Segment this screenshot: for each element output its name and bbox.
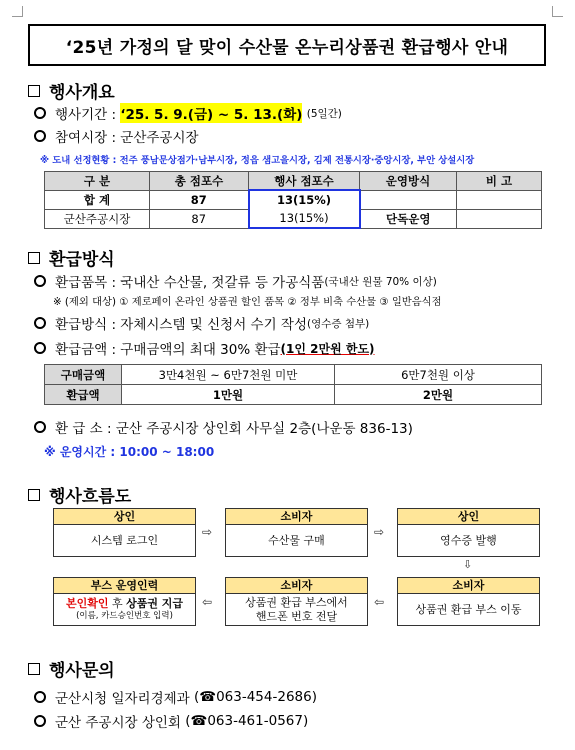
table-cell — [457, 209, 542, 228]
market-line — [34, 126, 199, 146]
method-line — [34, 313, 369, 333]
flow-step-consumer-phone — [225, 577, 368, 626]
exclusion-note: ※ (제외 대상) ① 제로페이 온라인 상품권 할인 품목 ② 정부 비축 수산물 ③ 일반음식점 — [53, 296, 442, 308]
left-arrow-icon: ⇦ — [374, 595, 385, 609]
section-heading: 행사문의 — [49, 661, 115, 681]
period-line — [34, 103, 342, 123]
right-arrow-icon: ⇨ — [202, 525, 213, 539]
section-overview — [28, 78, 115, 103]
left-arrow-icon: ⇦ — [202, 595, 213, 609]
flow-step-body: 영수증 발행 — [440, 534, 497, 547]
flow-text: 후 — [108, 597, 127, 610]
voucher-issue-text: 상품권 지급 — [126, 597, 184, 610]
table-row — [45, 190, 542, 209]
period-label: 행사기간 : — [55, 107, 117, 123]
table-cell: 3만4천원 ~ 6만7천원 미만 — [122, 365, 335, 385]
flow-step-merchant-login — [53, 508, 196, 557]
square-bullet-icon — [28, 252, 40, 264]
hours-note: ※ 운영시간 : 10:00 ~ 18:00 — [44, 445, 215, 459]
region-note: ※ 도내 선정현황 : 전주 풍남문상점가·남부시장, 정읍 샘고을시장, 김제 전통시장·중앙시장, 부안 상설시장 — [40, 155, 475, 166]
inquiry-name: 군산시청 일자리경제과 — [55, 691, 190, 707]
input-note: (이름, 카드승인번호 입력) — [76, 611, 173, 621]
items-note: (국내산 원물 70% 이상) — [324, 275, 437, 288]
inquiry-line — [34, 711, 308, 731]
flow-step-body — [226, 594, 367, 626]
flow-step-receipt — [397, 508, 540, 557]
section-heading: 행사흐름도 — [49, 487, 132, 507]
inquiry-name: 군산 주공시장 상인회 — [55, 715, 181, 731]
down-arrow-icon: ⇩ — [463, 558, 473, 571]
table-cell: 합 계 — [45, 190, 150, 209]
page-corner-mark — [12, 6, 23, 17]
flow-step-header: 소비자 — [226, 509, 367, 525]
period-note: (5일간) — [306, 107, 342, 120]
page-corner-mark — [552, 6, 563, 17]
title-box — [28, 24, 546, 66]
section-flow — [28, 482, 131, 507]
flow-step-body — [54, 594, 195, 626]
table-row — [45, 385, 542, 405]
flow-step-header: 소비자 — [226, 578, 367, 594]
location-text: 환 급 소 : 군산 주공시장 상인회 사무실 2층(나운동 836-13) — [55, 421, 413, 437]
method-label: 환급방식 : 자체시스템 및 신청서 수기 작성 — [55, 317, 307, 333]
table-cell: 6만7천원 이상 — [335, 365, 542, 385]
table-header-cell: 행사 점포수 — [249, 172, 360, 191]
flow-step-header: 상인 — [54, 509, 195, 525]
table-cell: 1만원 — [122, 385, 335, 405]
table-header-cell: 총 점포수 — [150, 172, 249, 191]
circle-bullet-icon — [34, 691, 46, 703]
table-cell: 87 — [150, 190, 249, 209]
table-header-cell: 비 고 — [457, 172, 542, 191]
flow-step-body: 상품권 환급 부스 이동 — [415, 603, 522, 616]
flow-step-body: 수산물 구매 — [268, 534, 325, 547]
table-header-row — [45, 172, 542, 191]
table-header-cell: 구 분 — [45, 172, 150, 191]
table-cell-highlight: 13(15%) — [249, 209, 360, 228]
table-cell-highlight: 13(15%) — [249, 190, 360, 209]
circle-bullet-icon — [34, 317, 46, 329]
inquiry-line — [34, 687, 317, 707]
refund-table — [44, 364, 542, 405]
square-bullet-icon — [28, 663, 40, 675]
table-row — [45, 209, 542, 228]
market-label: 참여시장 : 군산주공시장 — [55, 130, 199, 146]
inquiry-phone: (☎063-454-2686) — [194, 689, 317, 705]
table-row — [45, 365, 542, 385]
flow-text: 핸드폰 번호 전달 — [255, 610, 338, 623]
circle-bullet-icon — [34, 107, 46, 119]
location-line — [34, 417, 413, 437]
circle-bullet-icon — [34, 421, 46, 433]
flow-step-header: 상인 — [398, 509, 539, 525]
table-cell: 87 — [150, 209, 249, 228]
table-cell: 군산주공시장 — [45, 209, 150, 228]
amount-line — [34, 338, 375, 358]
flow-step-consumer-move — [397, 577, 540, 626]
flow-step-booth-staff — [53, 577, 196, 626]
circle-bullet-icon — [34, 275, 46, 287]
stores-table — [44, 171, 542, 229]
table-cell: 2만원 — [335, 385, 542, 405]
circle-bullet-icon — [34, 342, 46, 354]
section-heading: 행사개요 — [49, 83, 115, 103]
amount-label: 환급금액 : 구매금액의 최대 30% 환급 — [55, 342, 281, 358]
period-value: ‘25. 5. 9.(금) ~ 5. 13.(화) — [120, 103, 302, 123]
method-note: (영수증 첨부) — [307, 317, 370, 330]
square-bullet-icon — [28, 85, 40, 97]
identity-check-text: 본인확인 — [65, 597, 109, 610]
items-label: 환급품목 : 국내산 수산물, 젓갈류 등 가공식품 — [55, 275, 325, 291]
right-arrow-icon: ⇨ — [374, 525, 385, 539]
table-header-cell: 운영방식 — [360, 172, 457, 191]
flow-step-header: 소비자 — [398, 578, 539, 594]
table-header-cell: 환급액 — [45, 385, 122, 405]
section-heading: 환급방식 — [49, 250, 115, 270]
amount-note: (1인 2만원 한도) — [280, 341, 375, 356]
circle-bullet-icon — [34, 130, 46, 142]
flow-step-consumer-purchase — [225, 508, 368, 557]
flow-text: 상품권 환급 부스에서 — [245, 596, 348, 609]
square-bullet-icon — [28, 489, 40, 501]
items-line — [34, 271, 437, 291]
page-title: ‘25년 가정의 달 맞이 수산물 온누리상품권 환급행사 안내 — [65, 37, 509, 58]
section-method — [28, 245, 115, 270]
table-header-cell: 구매금액 — [45, 365, 122, 385]
section-inquiry — [28, 656, 115, 681]
table-cell — [360, 190, 457, 209]
table-cell: 단독운영 — [360, 209, 457, 228]
inquiry-phone: (☎063-461-0567) — [185, 713, 309, 729]
table-cell — [457, 190, 542, 209]
circle-bullet-icon — [34, 715, 46, 727]
flow-step-header: 부스 운영인력 — [54, 578, 195, 594]
flow-step-body: 시스템 로그인 — [90, 534, 159, 547]
